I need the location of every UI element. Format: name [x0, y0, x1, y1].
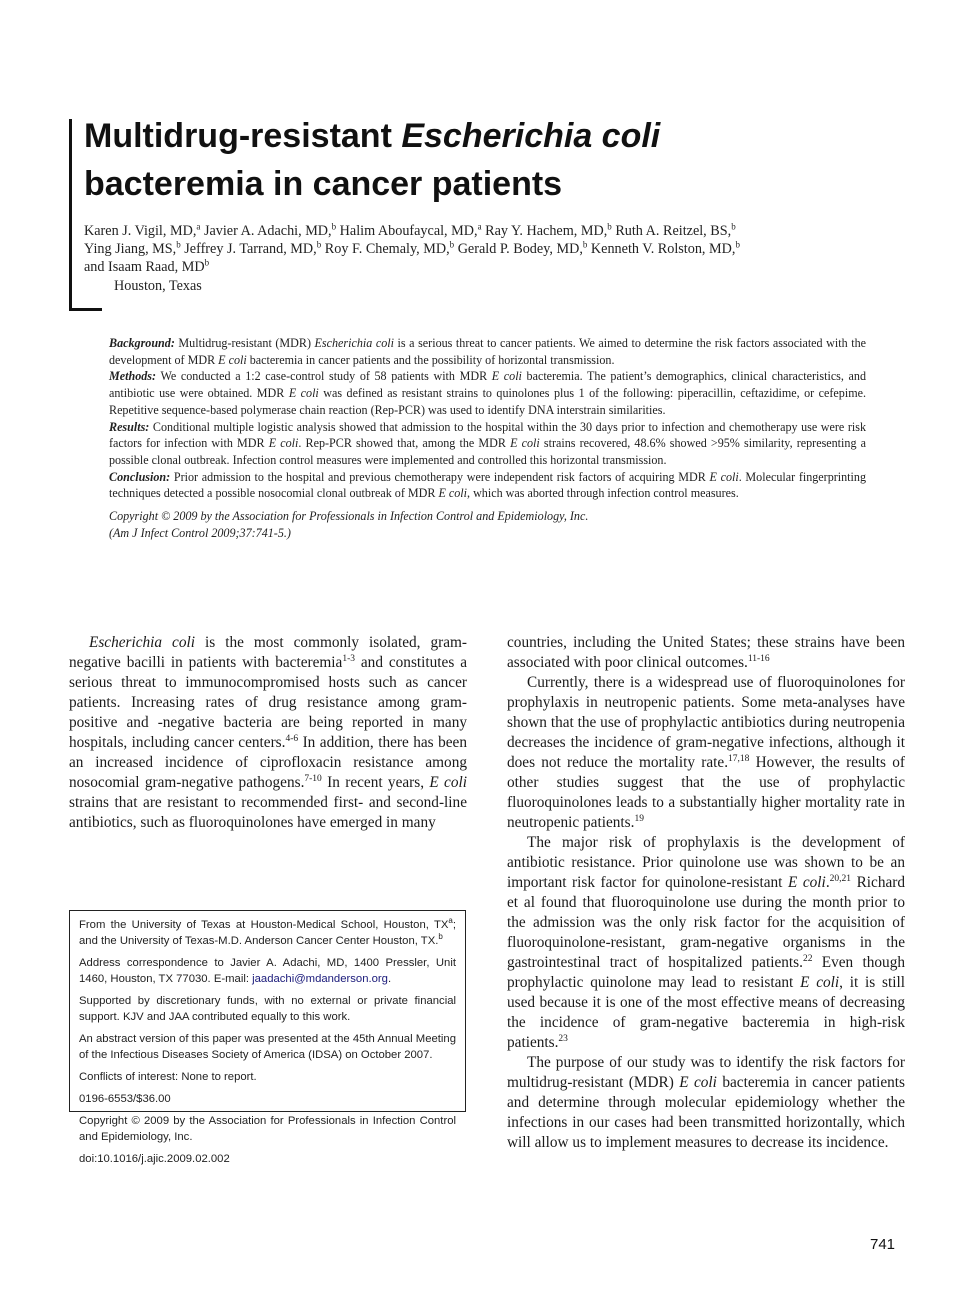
reference-superscript[interactable]: 22 — [802, 953, 813, 964]
author-affiliation-mark: b — [582, 239, 588, 250]
author-name: Jeffrey J. Tarrand, MD, — [180, 241, 317, 257]
title-text: Multidrug-resistant — [84, 117, 402, 155]
abstract-citation: (Am J Infect Control 2009;37:741-5.) — [109, 525, 291, 540]
italic-term: E coli — [491, 369, 522, 384]
body-paragraph — [507, 673, 905, 833]
text-run: Richard et al found that fluoroquinolone use during the month prior to the admission was the only risk factor for the acquisition of fluoroquinolone-resistant, gram-negative organisms in the gastrointestinal tract of hospitalized patients. — [507, 874, 905, 971]
conclusion-label: Conclusion: — [109, 469, 171, 484]
title-bracket-vertical — [69, 119, 72, 310]
italic-term: E coli — [510, 436, 540, 451]
footnote-copyright: Copyright © 2009 by the Association for Professionals in Infection Control and Epidemiology, Inc. — [79, 1115, 456, 1143]
author-name: Kenneth V. Rolston, MD, — [587, 241, 736, 257]
reference-superscript[interactable]: 19 — [634, 813, 644, 824]
text-run: bacteremia in cancer patients and the possibility of horizontal transmission. — [246, 352, 615, 367]
background-label: Background: — [109, 336, 175, 350]
footnote-from — [79, 917, 456, 949]
background-text — [109, 336, 866, 367]
author-affiliation-mark: a — [196, 221, 201, 232]
body-paragraph — [507, 1053, 905, 1153]
text-run: strains that are resistant to recommended first- and second-line antibiotics, such as fluoroquinolones have emerged in many — [69, 794, 467, 831]
abstract-conclusion — [109, 469, 866, 502]
text-run: is a serious threat to cancer patients. We aimed to determine the risk factors associated with the development of MDR — [109, 336, 866, 367]
italic-term: E coli — [288, 386, 319, 401]
body-column-left — [69, 633, 467, 833]
reference-superscript[interactable]: 4-6 — [285, 733, 299, 744]
author-affiliation-mark: b — [204, 257, 210, 268]
italic-term: Escherichia coli — [314, 336, 394, 350]
author-line — [84, 258, 914, 276]
abstract-background — [109, 335, 866, 368]
author-name: Ying Jiang, MS, — [84, 241, 177, 257]
author-affiliation-mark: b — [449, 239, 455, 250]
author-name: Halim Aboufaycal, MD, — [336, 223, 478, 239]
author-affiliation-mark: b — [331, 221, 337, 232]
author-affiliation-mark: b — [176, 239, 181, 250]
body-column-right — [507, 633, 905, 1153]
text-run: , it is still used because it is one of the most effective means of decreasing the incidence of gram-negative bacteremia in high-risk patients. — [507, 974, 906, 1051]
text-run: . Molecular fingerprinting techniques detected a possible nosocomial clonal outbreak of MDR — [109, 469, 866, 501]
footnote-abstract-note: An abstract version of this paper was presented at the 45th Annual Meeting of the Infectious Diseases Society of America (IDSA) on October 2007. — [79, 1033, 456, 1061]
address-end: . — [387, 973, 392, 985]
reference-superscript[interactable]: b — [438, 932, 443, 942]
italic-term: E coli — [709, 469, 739, 484]
italic-term: E coli — [438, 486, 468, 501]
text-run: countries, including the United States; these strains have been associated with poor clinical outcomes. — [507, 634, 905, 671]
reference-superscript[interactable]: 11-16 — [747, 653, 770, 664]
author-affiliation-mark: b — [316, 239, 322, 250]
title-italic-text: Escherichia coli — [401, 117, 661, 155]
text-run: Conditional multiple logistic analysis showed that admission to the hospital within the 30 days prior to infection and chemotherapy use were risk factors for infection with MDR — [109, 419, 866, 451]
footnote-address — [79, 955, 456, 987]
text-run: However, the results of other studies suggest that the use of prophylactic fluoroquinolones leads to a substantially higher mortality rate in neutropenic patients. — [507, 754, 905, 831]
results-text — [109, 420, 866, 467]
text-run: In recent years, — [321, 774, 430, 791]
address-text: Address correspondence to Javier A. Adachi, MD, 1400 Pressler, Unit 1460, Houston, TX 77030. E-mail: — [79, 957, 456, 985]
reference-superscript[interactable]: 17,18 — [728, 753, 750, 764]
author-affiliation-mark: b — [731, 221, 736, 232]
abstract-results — [109, 419, 866, 469]
footnote-box — [69, 910, 466, 1165]
body-paragraph — [69, 633, 467, 833]
title-bracket-horizontal — [69, 308, 102, 311]
affiliation: Houston, Texas — [114, 278, 202, 294]
abstract — [109, 335, 866, 541]
italic-term: E coli — [787, 874, 826, 891]
author-line — [84, 240, 914, 258]
author-affiliation-mark: b — [735, 239, 740, 250]
reference-superscript[interactable]: 7-10 — [304, 773, 322, 784]
footnote-doi[interactable]: doi:10.1016/j.ajic.2009.02.002 — [79, 1153, 230, 1165]
text-run: is the most commonly isolated, gram-negative bacilli in patients with bacteremia — [69, 634, 467, 671]
body-paragraph — [507, 833, 905, 1053]
author-name: Ray Y. Hachem, MD, — [481, 223, 608, 239]
author-list — [84, 222, 914, 276]
italic-term: E coli — [679, 1074, 717, 1091]
abstract-copyright: Copyright © 2009 by the Association for Professionals in Infection Control and Epidemiology, Inc. — [109, 509, 589, 524]
text-run: Even though prophylactic quinolone may lead to resistant — [507, 954, 905, 991]
reference-superscript[interactable]: 1-3 — [342, 653, 355, 664]
email-link[interactable]: jaadachi@mdanderson.org — [252, 973, 388, 985]
reference-superscript[interactable]: a — [448, 916, 453, 926]
body-paragraph — [507, 633, 905, 673]
footnote-support: Supported by discretionary funds, with no external or private financial support. KJV and JAA contributed equally to this work. — [79, 995, 456, 1023]
text-run: ; and the University of Texas-M.D. Anderson Cancer Center Houston, TX. — [79, 919, 456, 947]
methods-text — [109, 369, 866, 416]
text-run: . — [825, 874, 830, 891]
text-run: bacteremia in cancer patients and determine through molecular epidemiology whether the infections in our cases had been transmitted horizontally, which will allow us to implement measures to decrease its incidence. — [507, 1074, 905, 1151]
text-run: Multidrug-resistant (MDR) — [178, 336, 315, 350]
author-name: Ruth A. Reitzel, BS, — [611, 223, 732, 239]
italic-term: E coli — [218, 352, 247, 367]
text-run: , which was aborted through infection control measures. — [467, 486, 739, 501]
text-run: In addition, there has been an increased incidence of ciprofloxacin resistance among nosocomial gram-negative pathogens. — [69, 734, 467, 791]
text-run: We conducted a 1:2 case-control study of 58 patients with MDR — [160, 369, 492, 384]
author-affiliation-mark: a — [477, 221, 482, 232]
author-affiliation-mark: b — [607, 221, 612, 232]
italic-term: E coli — [800, 974, 840, 991]
author-line — [84, 222, 914, 240]
page-number: 741 — [870, 1236, 896, 1253]
text-run: was defined as resistant strains to quinolones plus 1 of the following: piperacillin, ceftazidime, or cefepime. Repetitive sequence-based polymerase chain reaction (Rep-PCR) was used to identify DNA interstrain similarities. — [109, 386, 866, 417]
text-run: strains recovered, 48.6% showed >95% similarity, representing a possible clonal outbreak. Infection control measures were implemented and controlled this horizontal transmission. — [109, 436, 867, 467]
reference-superscript[interactable]: 20,21 — [829, 873, 852, 884]
italic-term: E coli — [268, 436, 299, 451]
author-name: Karen J. Vigil, MD, — [84, 223, 197, 239]
title-text-line2: bacteremia in cancer patients — [84, 165, 563, 203]
author-name: Gerald P. Bodey, MD, — [454, 241, 583, 257]
author-name: Javier A. Adachi, MD, — [200, 223, 332, 239]
italic-term: E coli — [429, 774, 467, 791]
text-run: From the University of Texas at Houston-Medical School, Houston, TX — [79, 919, 449, 931]
italic-term: Escherichia coli — [89, 634, 195, 651]
text-run: Currently, there is a widespread use of fluoroquinolones for prophylaxis in neutropenic patients. Some meta-analyses have shown that the use of prophylactic antibiotics during neutropenia decreases the incidence of gram-negative infections, although it does not reduce the mortality rate. — [507, 674, 905, 771]
text-run: The purpose of our study was to identify the risk factors for multidrug-resistant (MDR) — [507, 1054, 905, 1091]
methods-label: Methods: — [109, 369, 157, 384]
results-label: Results: — [109, 419, 150, 434]
text-run: . Rep-PCR showed that, among the MDR — [298, 436, 511, 451]
conclusion-text — [109, 470, 866, 501]
abstract-methods — [109, 368, 866, 418]
footnote-conflicts: Conflicts of interest: None to report. — [79, 1071, 257, 1083]
text-run: The major risk of prophylaxis is the development of antibiotic resistance. Prior quinolone use was shown to be an important risk factor for quinolone-resistant — [507, 834, 905, 891]
footnote-issn: 0196-6553/$36.00 — [79, 1093, 171, 1105]
article-title — [84, 112, 914, 208]
text-run: Prior admission to the hospital and previous chemotherapy were independent risk factors of acquiring MDR — [173, 469, 710, 484]
text-run: bacteremia. The patient’s demographics, clinical characteristics, and antibiotic use were obtained. MDR — [109, 369, 866, 401]
author-name: and Isaam Raad, MD — [84, 259, 205, 275]
text-run: and constitutes a serious threat to immunocompromised hosts such as cancer patients. Increasing rates of drug resistance among gram-positive and -negative bacteria are being reported in many hospitals, including cancer centers. — [69, 654, 467, 751]
author-name: Roy F. Chemaly, MD, — [321, 241, 450, 257]
reference-superscript[interactable]: 23 — [558, 1033, 568, 1044]
